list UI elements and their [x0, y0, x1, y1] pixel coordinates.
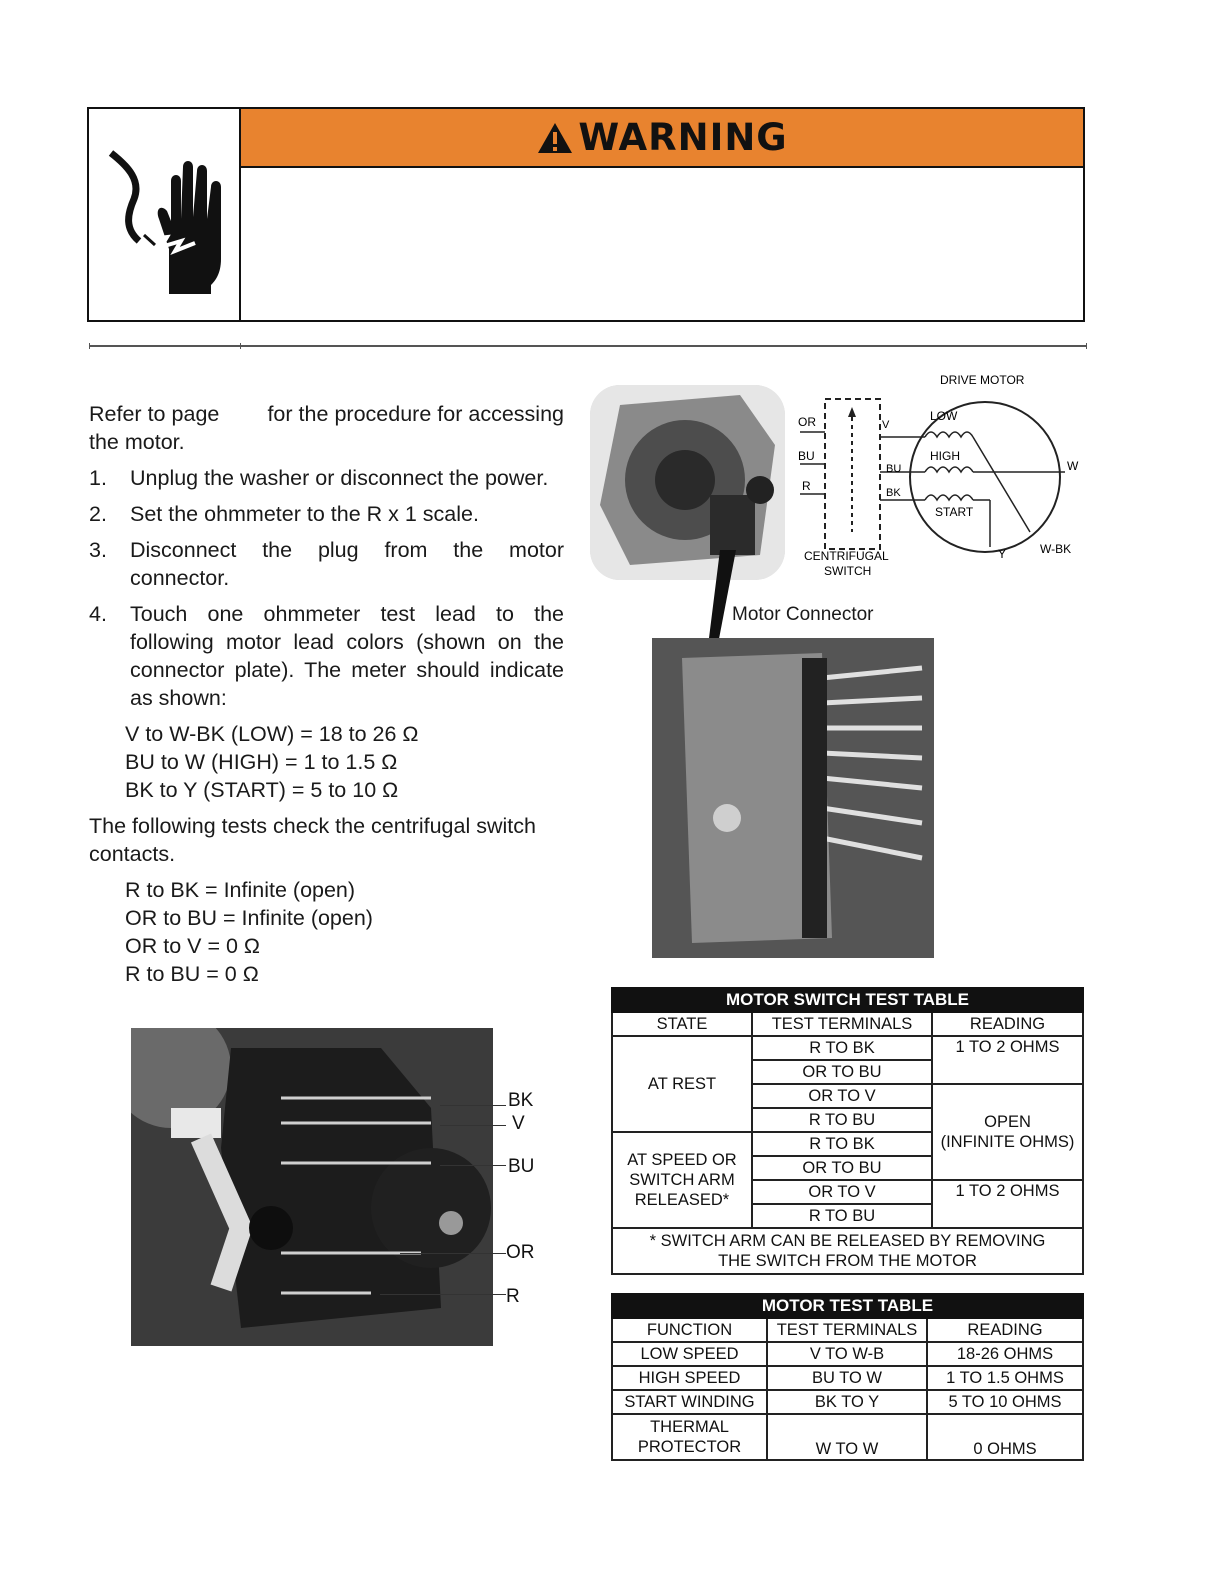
lead-label: BU [886, 463, 902, 475]
state-cell: AT REST [612, 1036, 752, 1132]
table-row [612, 1366, 1083, 1390]
table-row [612, 1414, 1083, 1460]
step-number: 1. [89, 466, 107, 490]
terminal-label: W [1067, 459, 1079, 473]
step-text: Disconnect the plug from the motor connector. [130, 538, 564, 590]
callout-bk: BK [508, 1090, 534, 1111]
motor-connector-photo [652, 638, 934, 958]
callout-line [440, 1105, 506, 1106]
callout-line [400, 1253, 506, 1254]
callout-v: V [512, 1113, 525, 1134]
table-row [612, 1342, 1083, 1366]
divider-tick [240, 343, 241, 349]
diagram-title: DRIVE MOTOR [940, 373, 1025, 387]
centrifugal-switch-photo [131, 1028, 493, 1346]
electrical-shock-hand-icon [89, 109, 239, 320]
terminal-cell: OR TO V [752, 1084, 932, 1108]
table-header: TEST TERMINALS [752, 1012, 932, 1036]
table-header: STATE [612, 1012, 752, 1036]
table-header: TEST TERMINALS [767, 1318, 927, 1342]
reading-cell: 0 OHMS [927, 1414, 1083, 1460]
table-header: FUNCTION [612, 1318, 767, 1342]
terminal-cell: OR TO BU [752, 1156, 932, 1180]
reading-line: OR to BU = Infinite (open) [125, 906, 373, 930]
motor-readings [125, 720, 564, 804]
terminal-cell: R TO BU [752, 1108, 932, 1132]
state-cell: AT SPEED OR SWITCH ARM RELEASED* [612, 1132, 752, 1228]
list-item [89, 600, 564, 712]
list-item [89, 464, 564, 492]
procedure-text [89, 400, 570, 996]
terminal-cell: OR TO BU [752, 1060, 932, 1084]
step-text: Set the ohmmeter to the R x 1 scale. [130, 502, 479, 526]
reading-cell: 1 TO 1.5 OHMS [927, 1366, 1083, 1390]
warning-triangle-icon [536, 121, 574, 155]
terminal-label: Y [998, 547, 1007, 561]
table-row [612, 1228, 1083, 1274]
step-number: 2. [89, 502, 107, 526]
table-title: MOTOR SWITCH TEST TABLE [612, 988, 1083, 1012]
table-header: READING [932, 1012, 1083, 1036]
reading-cell [932, 1084, 1083, 1180]
steps-list [89, 464, 564, 712]
lead-label: BU [798, 449, 815, 463]
step-number: 3. [89, 538, 107, 562]
winding-label: HIGH [930, 449, 960, 463]
winding-label: START [935, 505, 974, 519]
table-footnote: * SWITCH ARM CAN BE RELEASED BY REMOVING THE SWITCH FROM THE MOTOR [612, 1228, 1083, 1274]
terminal-cell: R TO BK [752, 1132, 932, 1156]
callout-line [440, 1165, 506, 1166]
reading-cell: 18-26 OHMS [927, 1342, 1083, 1366]
motor-connector-label: Motor Connector [732, 604, 874, 625]
intro-text: Refer to page for the procedure for accessing the motor. [89, 402, 570, 454]
warning-header [241, 109, 1083, 168]
terminal-cell: R TO BK [752, 1036, 932, 1060]
lead-label: BK [886, 487, 901, 499]
reading-line: V to W-BK (LOW) = 18 to 26 Ω [125, 722, 419, 746]
warning-title-text: WARNING [578, 116, 788, 159]
warning-icon-cell [89, 109, 241, 320]
switch-intro: The following tests check the centrifugal switch contacts. [89, 814, 536, 866]
switch-label: CENTRIFUGAL [804, 549, 889, 563]
reading-line: R to BK = Infinite (open) [125, 878, 356, 902]
terminal-cell: R TO BU [752, 1204, 932, 1228]
winding-label: LOW [930, 409, 958, 423]
list-item [89, 536, 564, 592]
lead-label: R [802, 479, 811, 493]
reading-line: R to BU = 0 Ω [125, 962, 259, 986]
callout-line [380, 1294, 506, 1295]
function-cell: START WINDING [612, 1390, 767, 1414]
reading-cell: 5 TO 10 OHMS [927, 1390, 1083, 1414]
reading-cell: 1 TO 2 OHMS [932, 1036, 1083, 1084]
divider-tick [1086, 343, 1087, 349]
section-divider [89, 345, 1087, 347]
motor-switch-test-table [611, 987, 1084, 1275]
step-text: Unplug the washer or disconnect the power. [130, 466, 549, 490]
callout-r: R [506, 1286, 520, 1307]
table-title: MOTOR TEST TABLE [612, 1294, 1083, 1318]
callout-or: OR [506, 1242, 535, 1263]
step-number: 4. [89, 602, 107, 626]
drive-motor-wiring-diagram [790, 372, 1090, 582]
lead-label: V [882, 419, 890, 431]
step-text: Touch one ohmmeter test lead to the following motor lead colors (shown on the connector plate). The meter should indicate as shown: [130, 602, 564, 710]
table-header: READING [927, 1318, 1083, 1342]
reading-line: BK to Y (START) = 5 to 10 Ω [125, 778, 399, 802]
motor-circle [910, 402, 1060, 552]
lead-label: OR [798, 415, 816, 429]
terminal-cell: OR TO V [752, 1180, 932, 1204]
motor-test-table [611, 1293, 1084, 1461]
reading-open-sub: (INFINITE OHMS) [940, 1133, 1075, 1151]
terminal-cell: BK TO Y [767, 1390, 927, 1414]
function-cell: HIGH SPEED [612, 1366, 767, 1390]
warning-title [536, 116, 787, 159]
terminal-cell: V TO W-B [767, 1342, 927, 1366]
reading-line: BU to W (HIGH) = 1 to 1.5 Ω [125, 750, 398, 774]
callout-line [440, 1125, 506, 1126]
motor-photo [590, 385, 785, 580]
table-row [612, 1390, 1083, 1414]
table-row [612, 1036, 1083, 1060]
reading-cell: 1 TO 2 OHMS [932, 1180, 1083, 1228]
reading-open: OPEN [984, 1113, 1031, 1131]
divider-tick [89, 343, 90, 349]
terminal-cell: BU TO W [767, 1366, 927, 1390]
list-item [89, 500, 564, 528]
function-cell: THERMAL PROTECTOR [612, 1414, 767, 1460]
switch-readings [125, 876, 564, 988]
function-cell: LOW SPEED [612, 1342, 767, 1366]
warning-box [87, 107, 1085, 322]
terminal-cell: W TO W [767, 1414, 927, 1460]
reading-line: OR to V = 0 Ω [125, 934, 260, 958]
switch-label: SWITCH [824, 564, 872, 578]
terminal-label: W-BK [1040, 542, 1072, 556]
callout-bu: BU [508, 1156, 535, 1177]
